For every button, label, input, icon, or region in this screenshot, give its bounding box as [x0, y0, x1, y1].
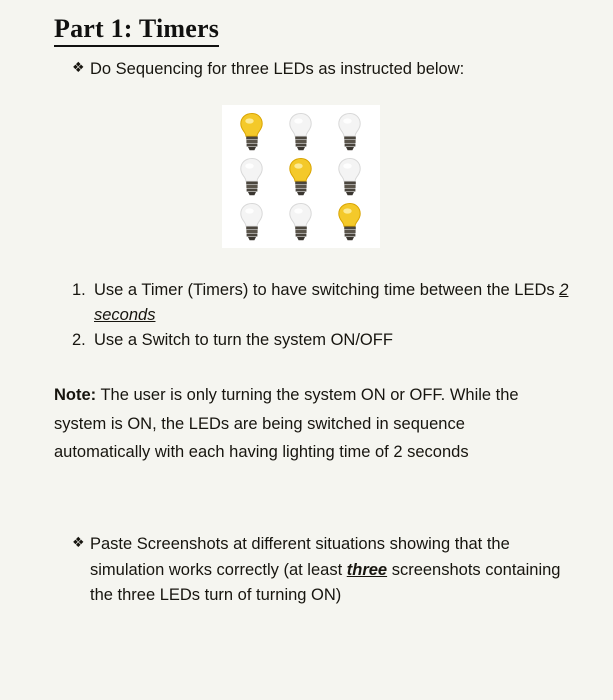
list-item	[72, 278, 572, 328]
bullet-sequencing	[72, 57, 572, 82]
list-item-text-lead: Use a Timer (Timers) to have switching time between the LEDs	[94, 281, 560, 299]
list-item-text	[94, 278, 572, 328]
instructions-list	[72, 278, 572, 353]
bulb-unlit-icon	[337, 112, 363, 152]
diamond-bullet-icon: ❖	[72, 60, 85, 76]
bulb-lit-icon	[337, 202, 363, 242]
led-bulb-off	[281, 110, 321, 154]
list-item-number: 2.	[72, 331, 86, 349]
bulb-unlit-icon	[239, 202, 265, 242]
led-bulb-on	[232, 110, 272, 154]
bullet-sequencing-label: Do Sequencing for three LEDs as instructed below:	[90, 60, 465, 78]
bulb-lit-icon	[239, 112, 265, 152]
page-title-container	[54, 14, 219, 47]
led-bulb-off	[232, 155, 272, 199]
led-bulb-off	[330, 155, 370, 199]
list-item-text	[94, 328, 572, 353]
bulb-unlit-icon	[288, 202, 314, 242]
bulb-lit-icon	[288, 157, 314, 197]
list-item-emphasis: 2 seconds	[94, 281, 569, 324]
led-bulb-on	[330, 200, 370, 244]
bulb-unlit-icon	[288, 112, 314, 152]
note-paragraph	[54, 381, 559, 467]
bullet-screenshots-emphasis: three	[346, 560, 388, 579]
led-grid-image	[222, 105, 380, 248]
list-item-number: 1.	[72, 281, 86, 299]
bullet-screenshots	[72, 532, 564, 609]
led-bulb-on	[281, 155, 321, 199]
led-bulb-off	[330, 110, 370, 154]
list-item	[72, 328, 572, 353]
diamond-bullet-icon: ❖	[72, 535, 85, 551]
bullet-screenshots-lead: Paste Screenshots at different situations showing that the simulation works correctly (at least	[90, 535, 510, 579]
note-text: The user is only turning the system ON or OFF. While the system is ON, the LEDs are being switched in sequence automatically with each having lighting time of 2 seconds	[54, 386, 519, 461]
bullet-screenshots-label	[90, 532, 564, 609]
bulb-unlit-icon	[337, 157, 363, 197]
bulb-unlit-icon	[239, 157, 265, 197]
list-item-text-lead: Use a Switch to turn the system ON/OFF	[94, 331, 393, 349]
bullet-screenshots-tail: screenshots containing the three LEDs turn of turning ON)	[90, 560, 561, 604]
led-bulb-off	[232, 200, 272, 244]
led-bulb-off	[281, 200, 321, 244]
note-label: Note:	[54, 386, 97, 404]
page-title: Part 1: Timers	[54, 14, 219, 47]
